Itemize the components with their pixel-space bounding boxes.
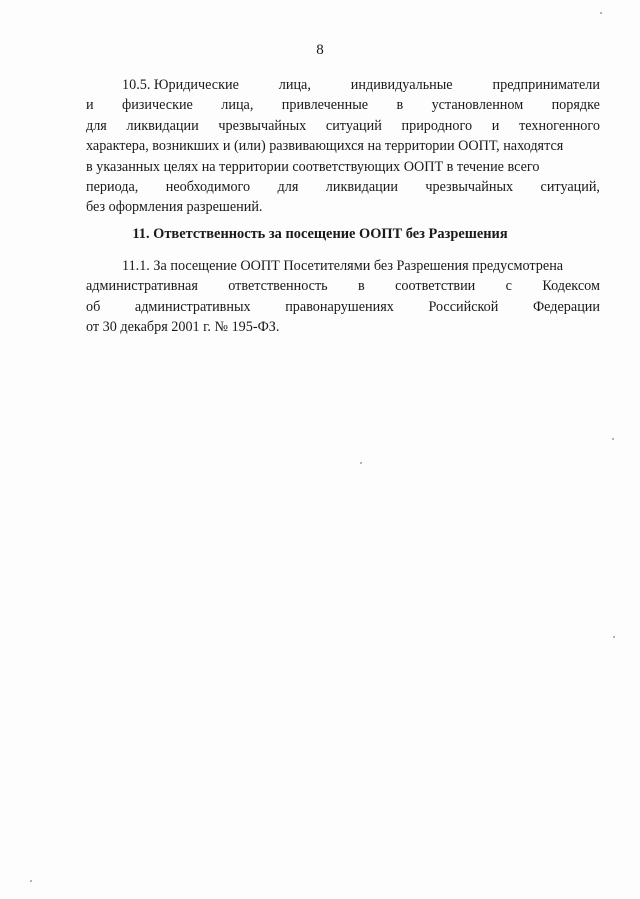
word: техногенного bbox=[519, 117, 600, 134]
word: порядке bbox=[551, 97, 600, 114]
word: необходимого bbox=[165, 179, 251, 196]
word: соответствии bbox=[395, 278, 476, 295]
word: Федерации bbox=[532, 298, 600, 315]
paragraph-line bbox=[86, 177, 600, 197]
word: ликвидации bbox=[325, 179, 398, 196]
word: предприниматели bbox=[492, 77, 600, 93]
word: Российской bbox=[428, 298, 499, 315]
paragraph-line: характера, возникших и (или) развивающихся на территории ООПТ, находятся bbox=[86, 138, 564, 155]
word: 10.5. Юридические bbox=[122, 77, 239, 93]
word: с bbox=[505, 278, 512, 295]
page-number: 8 bbox=[316, 42, 324, 58]
word: об bbox=[86, 298, 101, 315]
section-heading: 11. Ответственность за посещение ООПТ без Разрешения bbox=[132, 226, 508, 242]
word: лица, bbox=[278, 77, 311, 93]
word: лица, bbox=[221, 97, 254, 114]
word: чрезвычайных bbox=[218, 117, 307, 134]
scan-speck bbox=[30, 880, 32, 882]
paragraph-line: от 30 декабря 2001 г. № 195-ФЗ. bbox=[86, 319, 280, 336]
word: ответственность bbox=[228, 278, 328, 295]
word: индивидуальные bbox=[350, 77, 453, 93]
scan-speck bbox=[600, 12, 602, 14]
word: Кодексом bbox=[542, 278, 600, 295]
scan-speck bbox=[360, 462, 362, 464]
paragraph-line bbox=[86, 95, 600, 115]
word: привлеченные bbox=[281, 97, 369, 114]
word: в bbox=[358, 278, 365, 295]
word: административных bbox=[134, 298, 251, 315]
paragraph-line: 11.1. За посещение ООПТ Посетителями без Разрешения предусмотрена bbox=[122, 258, 564, 274]
paragraph-line bbox=[86, 276, 600, 296]
word: и bbox=[86, 97, 94, 114]
paragraph-10-5 bbox=[86, 75, 600, 218]
word: для bbox=[86, 117, 107, 134]
scan-speck bbox=[613, 636, 615, 638]
word: административная bbox=[86, 278, 198, 295]
paragraph-line bbox=[86, 297, 600, 317]
paragraph-line bbox=[86, 75, 600, 95]
word: ситуаций, bbox=[540, 179, 600, 196]
word: периода, bbox=[86, 179, 139, 196]
word: физические bbox=[122, 97, 193, 114]
word: ликвидации bbox=[126, 117, 199, 134]
paragraph-line: в указанных целях на территории соответствующих ООПТ в течение всего bbox=[86, 158, 540, 175]
word: ситуаций bbox=[325, 117, 382, 134]
word: и bbox=[491, 117, 500, 134]
paragraph-line: без оформления разрешений. bbox=[86, 199, 263, 216]
word: установленном bbox=[431, 97, 524, 114]
word: чрезвычайных bbox=[425, 179, 514, 196]
word: в bbox=[396, 97, 404, 114]
word: правонарушениях bbox=[285, 298, 394, 315]
word: природного bbox=[401, 117, 473, 134]
paragraph-line bbox=[86, 116, 600, 136]
paragraph-11-1 bbox=[86, 256, 600, 338]
word: для bbox=[277, 179, 299, 196]
scan-speck bbox=[612, 438, 614, 440]
